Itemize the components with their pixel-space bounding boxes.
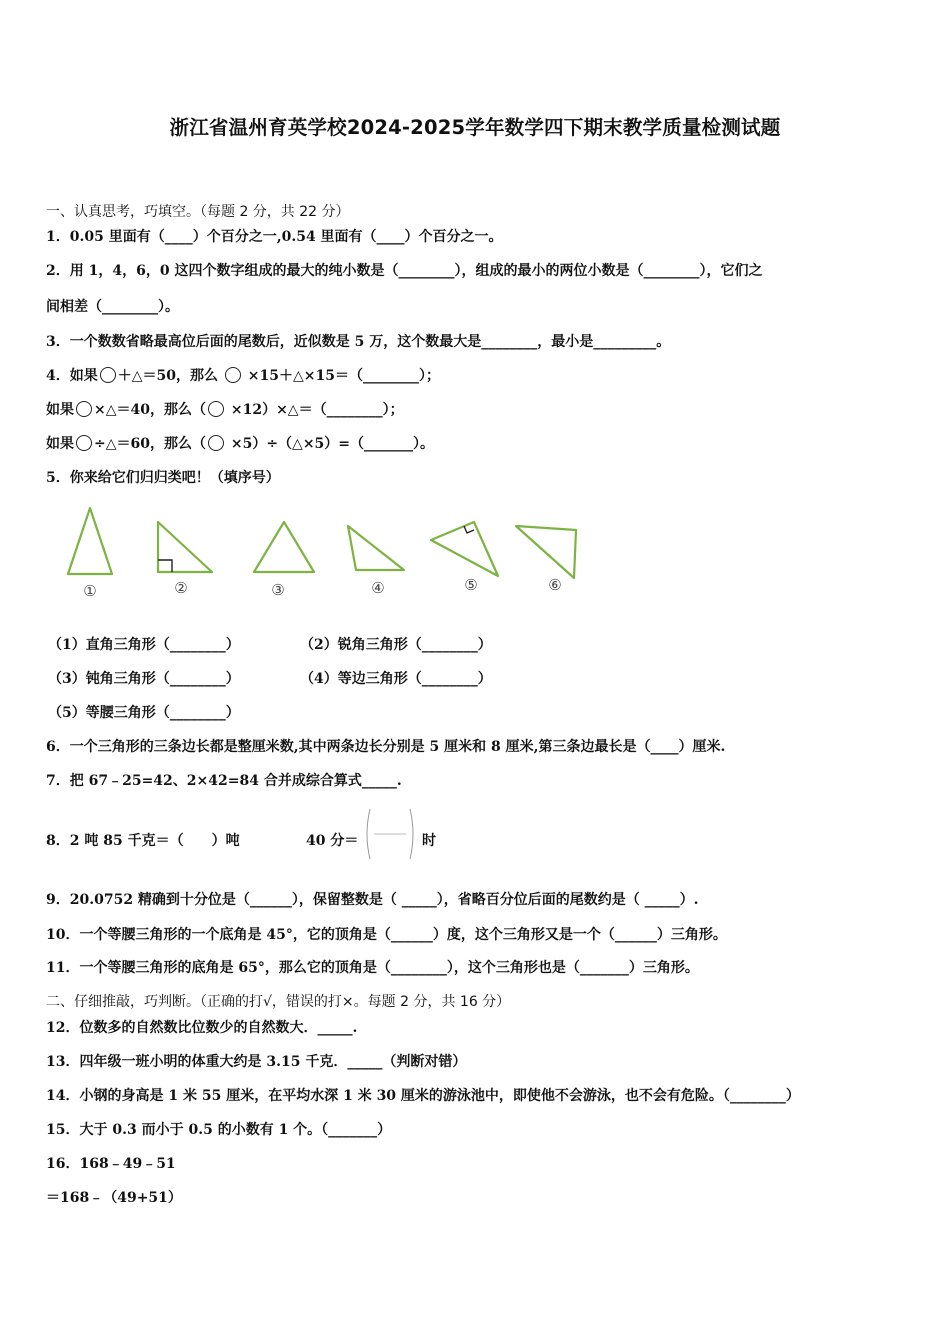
question-7: 7．把 67﹣25=42、2×42=84 合并成综合算式_____. [46,773,402,789]
q4c-text-c: ×5）÷（△×5）=（_______）。 [230,436,435,452]
q4c-text-a: 如果 [46,436,74,452]
section-2-heading: 二、仔细推敲，巧判断。（正确的打√，错误的打×。每题 2 分，共 16 分） [46,994,511,1010]
question-13: 13．四年级一班小明的体重大约是 3.15 千克．_____（判断对错） [46,1054,467,1070]
circle-symbol-icon [100,367,116,383]
question-16-line-1: 16．168﹣49﹣51 [46,1156,176,1172]
q5-option-1: （1）直角三角形（________） [48,637,240,653]
q5-option-3: （3）钝角三角形（________） [48,671,240,687]
question-4-line-3 [46,434,434,454]
triangle-1 [68,508,112,574]
figure-label-5: ⑤ [464,576,478,594]
triangles-figure [56,500,596,605]
question-3: 3．一个数数省略最高位后面的尾数后，近似数是 5 万，这个数最大是________，最小是_________。 [46,334,671,350]
circle-symbol-icon [76,435,92,451]
q4b-text-b: ×△＝40，那么（ [94,402,206,418]
question-4-line-1 [46,366,440,386]
question-1: 1．0.05 里面有（____）个百分之一,0.54 里面有（____）个百分之一。 [46,229,503,245]
figure-label-6: ⑥ [548,576,562,594]
circle-symbol-icon [208,401,224,417]
question-2-line-2: 间相差（________）。 [46,299,179,315]
q4-text-c: ×15＋△×15＝（________）； [247,368,440,384]
circle-symbol-icon [208,435,224,451]
question-6: 6．一个三角形的三条边长都是整厘米数,其中两条边长分别是 5 厘米和 8 厘米,第三条边最长是（____）厘米. [46,739,726,755]
q4b-text-c: ×12）×△＝（________）； [230,402,404,418]
triangle-3 [254,522,314,572]
question-12: 12．位数多的自然数比位数少的自然数大．_____. [46,1020,358,1036]
q4b-text-a: 如果 [46,402,74,418]
question-9: 9．20.0752 精确到十分位是（______），保留整数是（ _____），省略百分位后面的尾数约是（ _____）. [46,892,699,908]
q4-text-b: ＋△＝50，那么 [117,368,218,384]
right-angle-mark-icon [464,526,474,533]
question-15: 15．大于 0.3 而小于 0.5 的小数有 1 个。（_______） [46,1122,392,1138]
question-10: 10．一个等腰三角形的一个底角是 45°，它的顶角是（______）度，这个三角形又是一个（______）三角形。 [46,927,727,943]
circle-symbol-icon [76,401,92,417]
triangle-5 [431,522,498,576]
page-title: 浙江省温州育英学校2024-2025学年数学四下期末教学质量检测试题 [169,116,781,139]
question-14: 14．小钢的身高是 1 米 55 厘米，在平均水深 1 米 30 厘米的游泳池中，即使他不会游泳，也不会有危险。（________） [46,1088,800,1104]
q5-option-4: （4）等边三角形（________） [300,671,492,687]
left-paren-icon [367,809,370,859]
question-4-line-2 [46,400,404,420]
triangle-2 [158,522,212,572]
q5-option-2: （2）锐角三角形（________） [300,637,492,653]
q5-option-5: （5）等腰三角形（________） [48,705,240,721]
question-16-line-2: ＝168﹣（49+51） [46,1190,182,1206]
circle-symbol-icon [225,367,241,383]
question-5: 5．你来给它们归归类吧！（填序号） [46,470,280,486]
q4-text-a: 4．如果 [46,368,98,384]
question-8-part-1: 8．2 吨 85 千克＝（ ）吨 [46,833,240,849]
figure-label-4: ④ [371,579,385,597]
question-11: 11．一个等腰三角形的底角是 65°，那么它的顶角是（________），这个三角形也是（_______）三角形。 [46,960,699,976]
right-angle-mark-icon [158,560,172,572]
triangle-6 [516,526,576,578]
section-1-heading: 一、认真思考，巧填空。（每题 2 分，共 22 分） [46,204,350,220]
triangle-4 [348,526,404,570]
fraction-blank [362,807,418,861]
figure-label-2: ② [174,579,188,597]
question-2-line-1: 2．用 1，4，6，0 这四个数字组成的最大的纯小数是（________），组成的最小的两位小数是（________），它们之 [46,263,763,279]
question-8-part-2: 40 分＝ [306,833,359,849]
figure-label-3: ③ [271,581,285,599]
right-paren-icon [410,809,413,859]
q4c-text-b: ÷△＝60，那么（ [94,436,206,452]
figure-label-1: ① [83,582,97,600]
question-8-unit: 时 [422,833,436,849]
